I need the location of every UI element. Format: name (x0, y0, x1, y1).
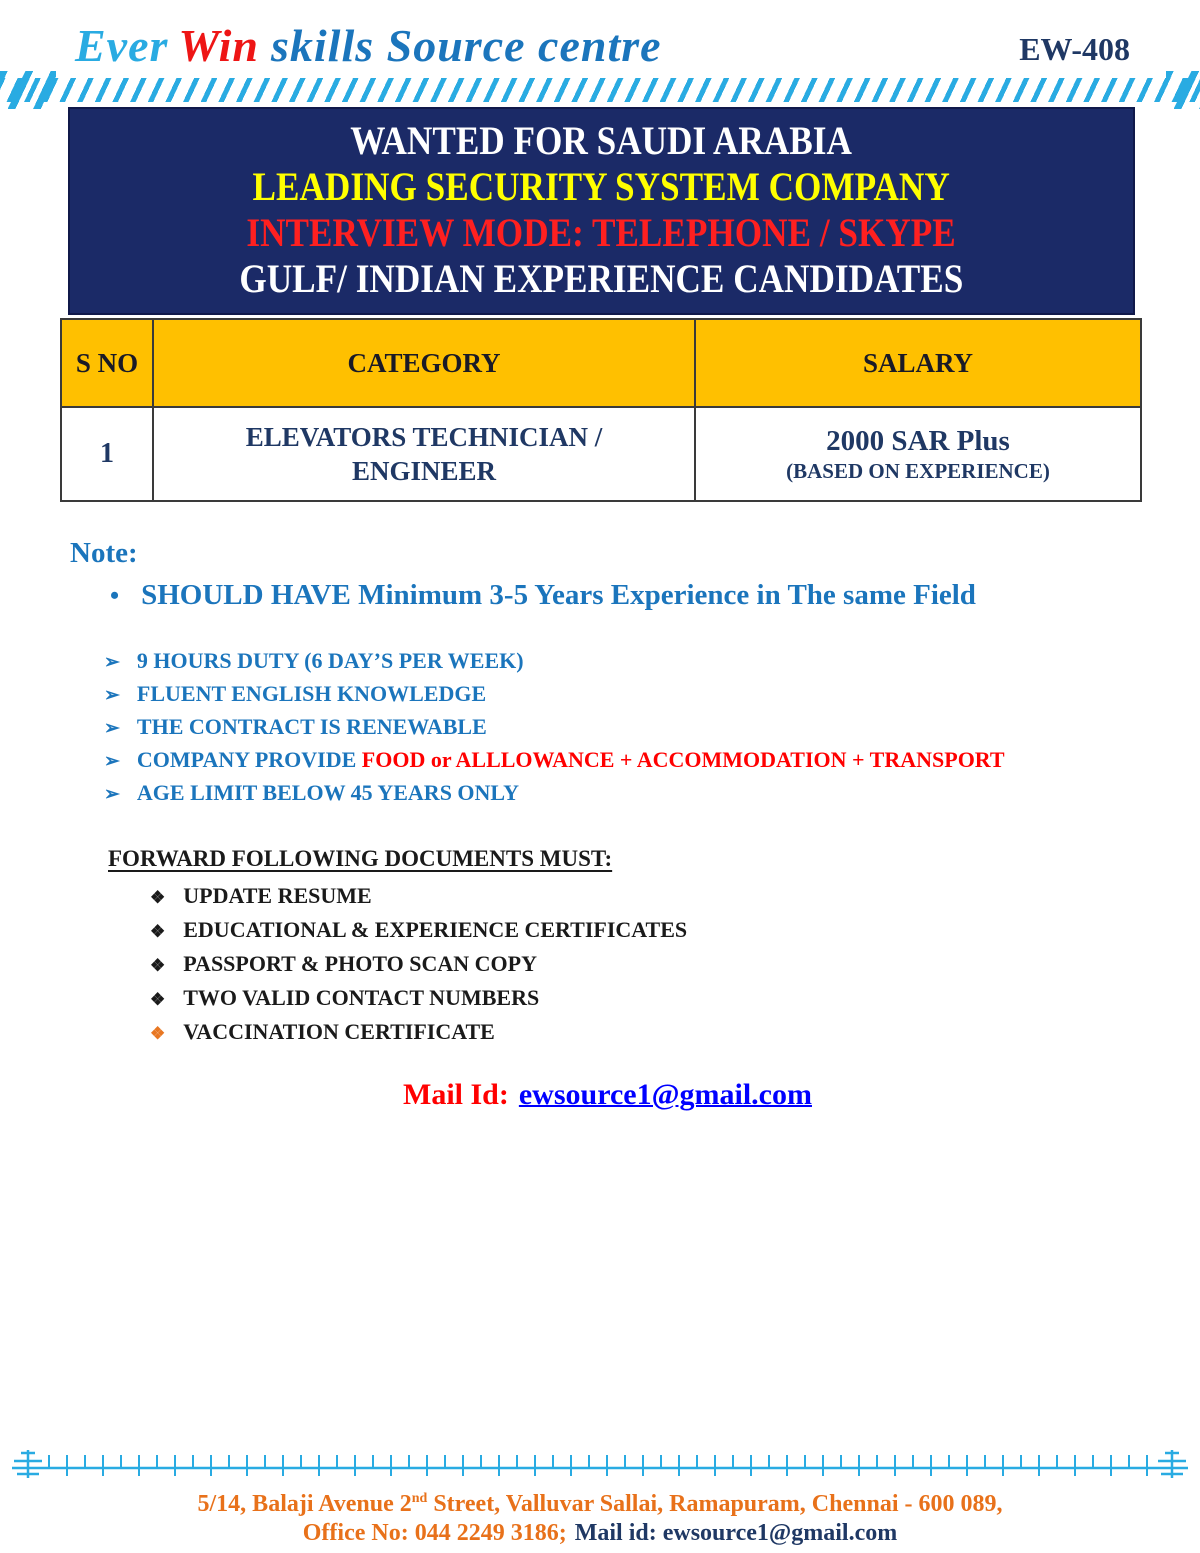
email-link[interactable]: ewsource1@gmail.com (518, 1078, 812, 1111)
diamond-bullet-icon: ❖ (150, 888, 166, 907)
brand-word-win: Win (178, 20, 259, 71)
arrow-bullet-icon: ➢ (104, 652, 120, 673)
banner-line-interview: INTERVIEW MODE: TELEPHONE / SKYPE (246, 210, 957, 255)
list-item: ➢ THE CONTRACT IS RENEWABLE (104, 711, 1145, 744)
banner-line-candidates: GULF/ INDIAN EXPERIENCE CANDIDATES (239, 256, 964, 301)
list-item: ➢ 9 HOURS DUTY (6 DAY’S PER WEEK) (104, 645, 1145, 678)
banner-line-wanted: WANTED FOR SAUDI ARABIA (350, 118, 853, 163)
documents-list (150, 880, 1145, 1050)
footer (0, 1444, 1200, 1553)
list-item: ❖ UPDATE RESUME (150, 880, 1145, 914)
salary-note: (BASED ON EXPERIENCE) (786, 459, 1050, 483)
arrow-bullet-icon: ➢ (104, 685, 120, 706)
decorative-slash-border (0, 78, 1200, 102)
diamond-bullet-icon: ❖ (150, 956, 166, 975)
arrow-bullet-icon: ➢ (104, 751, 120, 772)
footer-office-number: Office No: 044 2249 3186; (302, 1520, 567, 1546)
brand-logo (75, 20, 662, 72)
footer-contact (0, 1519, 1200, 1553)
list-item: ➢ COMPANY PROVIDE FOOD or ALLLOWANCE + ACCOMMODATION + TRANSPORT (104, 744, 1145, 777)
brand-word-rest: skills Source centre (270, 20, 662, 71)
diamond-bullet-icon: ❖ (150, 922, 166, 941)
mail-label: Mail Id: (403, 1078, 509, 1111)
list-item: ❖ PASSPORT & PHOTO SCAN COPY (150, 948, 1145, 982)
list-item: ❖ EDUCATIONAL & EXPERIENCE CERTIFICATES (150, 914, 1145, 948)
cell-category: ELEVATORS TECHNICIAN / ENGINEER (153, 407, 695, 501)
reference-code: EW-408 (1019, 31, 1130, 67)
requirements-list (104, 645, 1145, 810)
table-header-row (61, 319, 1141, 407)
table-row (61, 407, 1141, 501)
documents-heading: FORWARD FOLLOWING DOCUMENTS MUST: (108, 846, 613, 871)
list-item: ➢ AGE LIMIT BELOW 45 YEARS ONLY (104, 777, 1145, 810)
footer-ruler-divider (0, 1444, 1200, 1484)
footer-mail-id: Mail id: ewsource1@gmail.com (574, 1520, 898, 1546)
note-main-point (110, 578, 1145, 613)
cell-sno: 1 (61, 407, 153, 501)
headline-banner (68, 107, 1135, 315)
banner-line-company: LEADING SECURITY SYSTEM COMPANY (252, 164, 951, 209)
header-category: CATEGORY (153, 319, 695, 407)
header-sno: S NO (61, 319, 153, 407)
brand-word-ever: Ever (75, 20, 169, 71)
cell-salary (695, 407, 1141, 501)
job-table (60, 318, 1142, 502)
arrow-bullet-icon: ➢ (104, 784, 120, 805)
mail-line (70, 1078, 1145, 1112)
note-heading: Note: (70, 537, 138, 569)
header-salary: SALARY (695, 319, 1141, 407)
arrow-bullet-icon: ➢ (104, 718, 120, 739)
ordinal-suffix: nd (411, 1491, 428, 1506)
list-item: ❖ VACCINATION CERTIFICATE (150, 1016, 1145, 1050)
list-item: ➢ FLUENT ENGLISH KNOWLEDGE (104, 678, 1145, 711)
diamond-bullet-icon: ❖ (150, 990, 166, 1009)
salary-amount: 2000 SAR Plus (826, 425, 1010, 457)
highlighted-benefits: FOOD or ALLLOWANCE + ACCOMMODATION + TRANSPORT (361, 747, 1005, 772)
note-main-text: SHOULD HAVE Minimum 3-5 Years Experience in The same Field (141, 579, 976, 611)
list-item: ❖ TWO VALID CONTACT NUMBERS (150, 982, 1145, 1016)
diamond-bullet-icon: ❖ (150, 1024, 166, 1043)
footer-address: 5/14, Balaji Avenue 2nd Street, Valluvar Sallai, Ramapuram, Chennai - 600 089, (197, 1491, 1003, 1517)
masthead (75, 20, 1130, 72)
dot-bullet-icon: • (110, 581, 120, 610)
note-section (70, 536, 1145, 1112)
